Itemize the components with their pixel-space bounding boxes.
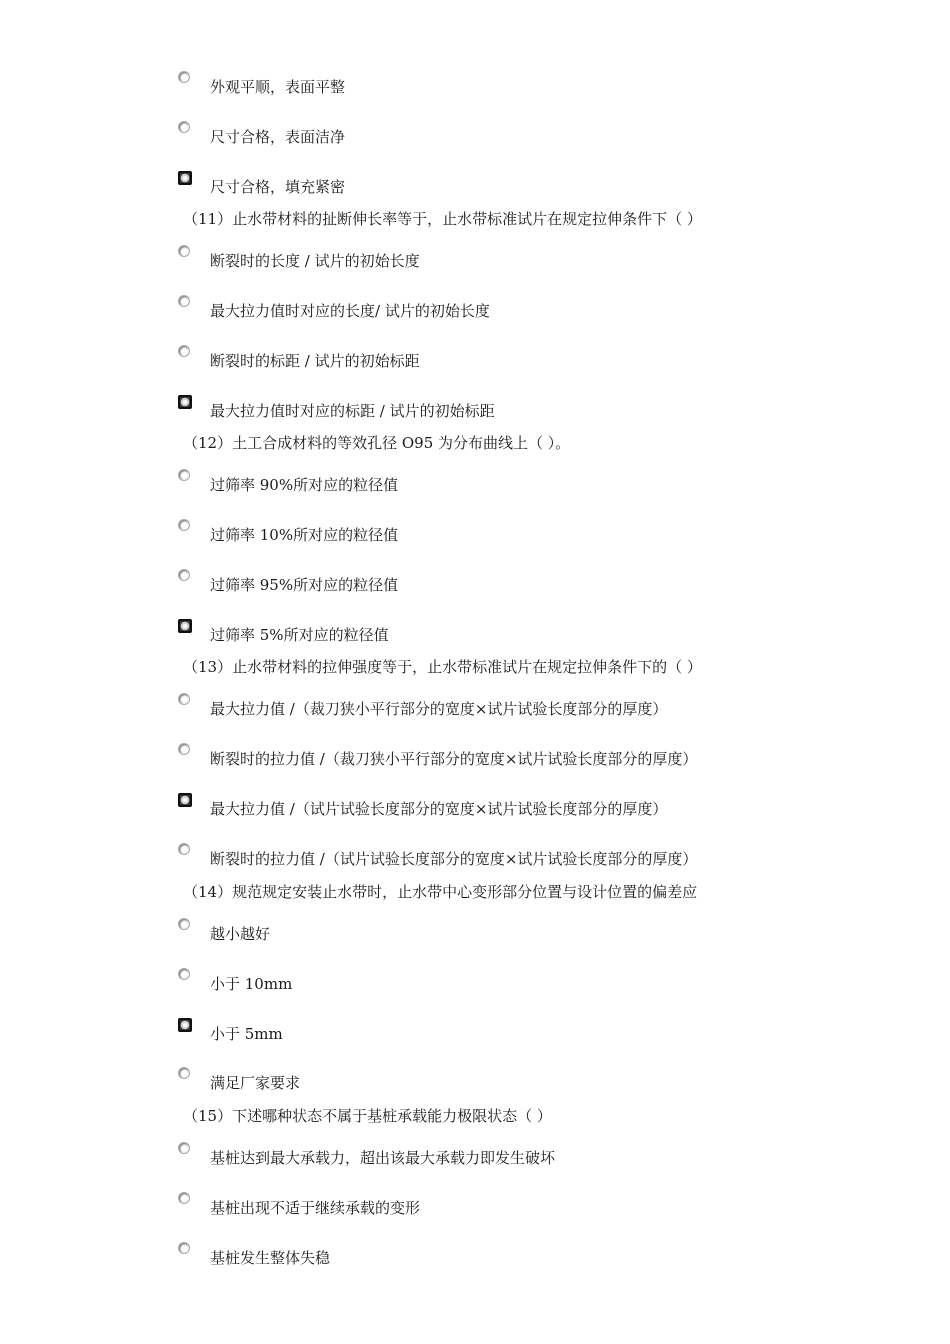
option-label: 越小越好 [210,925,271,943]
option-label: 断裂时的长度 / 试片的初始长度 [210,252,420,270]
option-label: 小于 5mm [210,1025,283,1043]
option-radio[interactable] [178,345,190,357]
option-label: 基桩发生整体失稳 [210,1249,331,1267]
option-radio[interactable] [178,71,190,83]
option-radio[interactable] [178,121,190,133]
question-text: （11）止水带材料的扯断伸长率等于，止水带标准试片在规定拉伸条件下（ ） [183,210,702,228]
option-label: 过筛率 10%所对应的粒径值 [210,526,399,544]
option-label: 过筛率 5%所对应的粒径值 [210,626,389,644]
option-radio-selected[interactable] [178,1018,192,1032]
option-radio[interactable] [178,693,190,705]
option-label: 最大拉力值时对应的长度/ 试片的初始长度 [210,302,490,320]
option-radio[interactable] [178,469,190,481]
option-label: 断裂时的拉力值 /（试片试验长度部分的宽度×试片试验长度部分的厚度） [210,850,698,868]
option-label: 尺寸合格，表面洁净 [210,128,346,146]
option-radio[interactable] [178,245,190,257]
option-label: 尺寸合格，填充紧密 [210,178,346,196]
option-radio[interactable] [178,918,190,930]
option-radio-selected[interactable] [178,171,192,185]
option-radio[interactable] [178,569,190,581]
option-label: 外观平顺，表面平整 [210,78,346,96]
option-radio[interactable] [178,843,190,855]
option-radio-selected[interactable] [178,793,192,807]
option-radio[interactable] [178,1067,190,1079]
option-radio[interactable] [178,968,190,980]
option-radio[interactable] [178,1242,190,1254]
question-text: （13）止水带材料的拉伸强度等于，止水带标准试片在规定拉伸条件下的（ ） [183,658,702,676]
option-label: 过筛率 95%所对应的粒径值 [210,576,399,594]
option-radio[interactable] [178,1192,190,1204]
option-label: 基桩达到最大承载力，超出该最大承载力即发生破坏 [210,1149,556,1167]
option-radio-selected[interactable] [178,395,192,409]
option-label: 最大拉力值 /（试片试验长度部分的宽度×试片试验长度部分的厚度） [210,800,668,818]
option-radio[interactable] [178,743,190,755]
option-radio[interactable] [178,519,190,531]
option-label: 断裂时的标距 / 试片的初始标距 [210,352,420,370]
question-text: （15）下述哪种状态不属于基桩承载能力极限状态（ ） [183,1107,552,1125]
option-label: 过筛率 90%所对应的粒径值 [210,476,399,494]
question-text: （12）土工合成材料的等效孔径 O95 为分布曲线上（ ）。 [183,434,571,452]
option-label: 基桩出现不适于继续承载的变形 [210,1199,421,1217]
option-radio[interactable] [178,1142,190,1154]
option-label: 断裂时的拉力值 /（裁刀狭小平行部分的宽度×试片试验长度部分的厚度） [210,750,698,768]
question-text: （14）规范规定安装止水带时，止水带中心变形部分位置与设计位置的偏差应 [183,883,698,901]
option-label: 最大拉力值 /（裁刀狭小平行部分的宽度×试片试验长度部分的厚度） [210,700,668,718]
option-radio[interactable] [178,295,190,307]
option-label: 满足厂家要求 [210,1074,301,1092]
option-label: 最大拉力值时对应的标距 / 试片的初始标距 [210,402,495,420]
option-radio-selected[interactable] [178,619,192,633]
option-label: 小于 10mm [210,975,293,993]
